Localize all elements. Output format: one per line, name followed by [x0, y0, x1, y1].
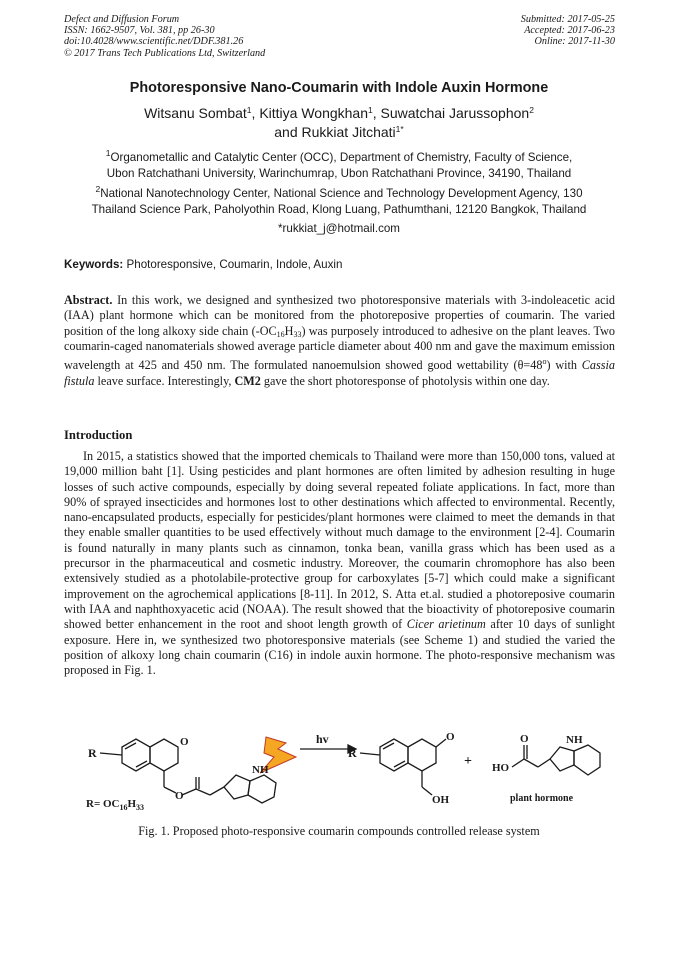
plant-hormone-label: plant hormone — [510, 793, 574, 804]
nh-label: NH — [252, 764, 269, 776]
affiliation-2: $^2$National Nanotechnology Center, National Science and Technology Development Agency, 130 Thailand Science Park, Paholyothin Road, Klong Luang, Pathumthani, 12120 Bangkok, Thailand — [91, 184, 587, 216]
online-date: Online: 2017-11-30 — [534, 36, 615, 48]
keywords-text: Photoresponsive, Coumarin, Indole, Auxin — [126, 258, 343, 271]
product-r-label: R — [348, 746, 357, 760]
journal-name: Defect and Diffusion Forum — [64, 14, 180, 25]
author-name: Suwatchai Jarussophon — [380, 105, 530, 121]
accepted-date: Accepted: 2017-06-23 — [524, 25, 615, 37]
journal-header — [64, 14, 265, 59]
affiliation-1: $^1$Organometallic and Catalytic Center (OCC), Department of Chemistry, Faculty of Science, Ubon Ratchathani University, Warinchumrap, Ubon Ratchathani Province, 34190, Thailand — [105, 148, 573, 180]
paper-title: Photoresponsive Nano-Coumarin with Indole Auxin Hormone — [129, 80, 549, 96]
r-definition: $R= OC_{16}H_{33}$ — [86, 798, 145, 812]
dates-header — [521, 14, 615, 48]
author-name: Rukkiat Jitchati — [301, 124, 396, 140]
copyright-line: © 2017 Trans Tech Publications Ltd, Switzerland — [64, 47, 266, 59]
keywords — [64, 258, 342, 271]
carbonyl-o-label: O — [180, 736, 189, 748]
oh-label: OH — [432, 794, 450, 806]
doi-line: doi:10.4028/www.scientific.net/DDF.381.26 — [64, 36, 244, 48]
scheme-figure — [60, 727, 620, 819]
issn-line: ISSN: 1662-9507, Vol. 381, pp 26-30 — [64, 25, 215, 37]
keywords-label: Keywords: — [64, 258, 124, 271]
author-list: Witsanu Sombat$^1$, Kittiya Wongkhan$^1$, Suwatchai Jarussophon$^2$ and Rukkiat Jitchati$^{1*}$ — [144, 105, 534, 140]
introduction-paragraph: In 2015, a statistics showed that the imported chemicals to Thailand were more than 150,000 tons, valued at 19,000 million baht [1]. Using pesticides and plant hormones are often limited by adhesion resulting in huge losses of such active compounds, especially by doing several repeated foliate applications. In fact, more than 90% of sprayed insecticides and hormones lost to other destinations which affected to environmental. Recently, nano-encapsulated products, especially for pesticides/plant hormones were claimed to meet the demands in that they enable smaller quantities to be used effectively without much damage to the environment [2-4]. Coumarin is found naturally in many plants such as cinnamon, tonka bean, vanilla grass which has been used as a precursor in the pharmaceutical and cosmetic industry. Moreover, the coumarin chromophore has also been extensively studied as a photolabile-protective group for carboxylates [5-7] which could make a significant improvement on the agrochemical applications [8-11]. In 2012, S. Atta et.al. studied a photoreposive coumarin with IAA and naphthoxyacetic acid (NOAA). The result showed that the bioactivity of photoreposive coumarin showed better enhancement in the root and shoot length growth of Cicer arietinum after 10 days of sunlight exposure. Here in, we synthesized two photoresponsive materials (see Scheme 1) and studied the varied the position of alkoxy long chain coumarin (C16) in indole auxin hormone. The photo-responsive mechanism was proposed in Fig. 1. — [64, 449, 616, 678]
section-heading-introduction: Introduction — [64, 428, 133, 442]
abstract-label: Abstract. — [64, 293, 113, 307]
author-name: Witsanu Sombat — [144, 105, 247, 121]
r-group-label: R — [88, 746, 97, 760]
hv-label: hv — [316, 732, 329, 746]
submitted-date: Submitted: 2017-05-25 — [520, 14, 615, 25]
acid-o-label: O — [520, 733, 529, 745]
abstract: Abstract. In this work, we designed and synthesized two photoresponsive materials with 3-indoleacetic acid (IAA) plant hormone which can be monitored from the photoreposive properties of coumarin. The varied position of the long alkoxy side chain $(-OC_{16}H_{33})$ was purposely introduced to adhesive on the plant leaves. Two coumarin-caged nanomaterials showed average particle diameter about 400 nm and gave the maximum emission wavelength at 425 and 450 nm. The formulated nanoemulsion showed good wettability $(\theta=48^o)$ with Cassia fistula leave surface. Interestingly, CM2 gave the short photoresponse of photolysis within one day. — [64, 293, 615, 388]
product-o-label: O — [446, 731, 455, 743]
author-name: Kittiya Wongkhan — [259, 105, 369, 121]
plus-sign: + — [464, 754, 472, 769]
figure-caption: Fig. 1. Proposed photo-responsive coumarin compounds controlled release system — [138, 824, 540, 838]
corresponding-email: *rukkiat_j@hotmail.com — [278, 222, 400, 235]
ester-o-label: O — [175, 790, 184, 802]
hormone-nh-label: NH — [566, 734, 583, 746]
ho-label: HO — [492, 762, 510, 774]
